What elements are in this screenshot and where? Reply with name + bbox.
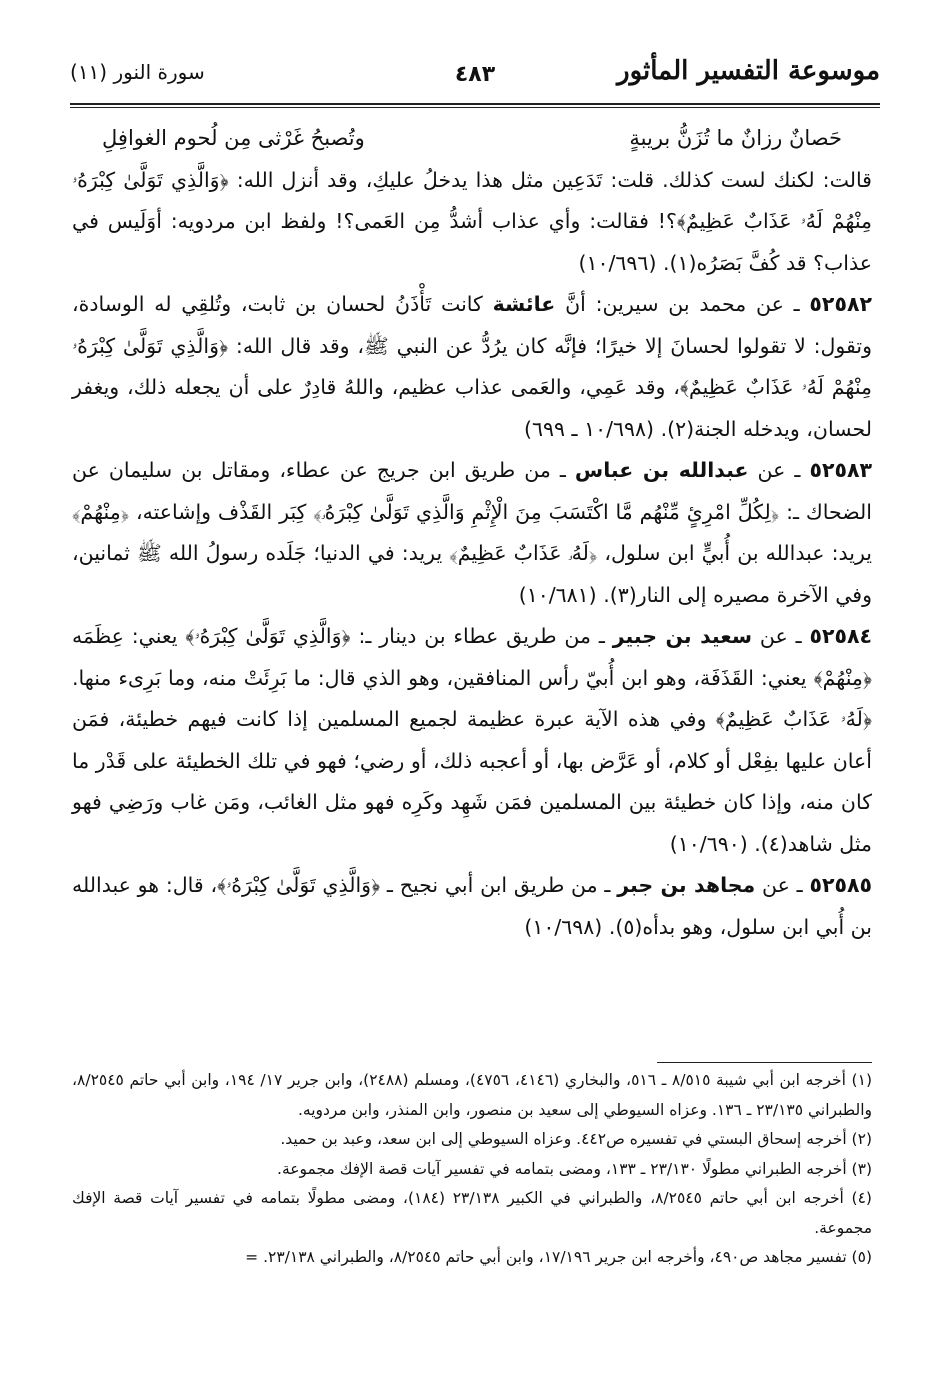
header-rule-thin bbox=[70, 107, 880, 108]
narrator-name: عبدالله بن عباس bbox=[574, 458, 749, 482]
verse-hemistich-2: وتُصبحُ غَرْثى مِن لُحوم الغوافِلِ bbox=[102, 126, 365, 150]
entry-reference: (١٠/٦٩٨ ـ ٦٩٩) bbox=[523, 416, 655, 441]
footnotes bbox=[72, 1066, 872, 1273]
entry-number: ٥٢٥٨٥ bbox=[809, 873, 872, 897]
page-header bbox=[70, 56, 880, 100]
narrator-name: سعيد بن جبير bbox=[612, 624, 753, 648]
footnote: (٤) أخرجه ابن أبي حاتم ٨/٢٥٤٥، والطبراني في الكبير ٢٣/١٣٨ (١٨٤)، ومضى مطولًا بتمامه في تفسير آيات قصة الإفك مجموعة. bbox=[72, 1189, 872, 1237]
poetry-verse bbox=[72, 118, 872, 160]
entry-reference: (١٠/٦٩٦) bbox=[578, 250, 657, 275]
entry-lead: ـ عن محمد بن سيرين: أنَّ bbox=[565, 292, 800, 316]
entry-number: ٥٢٥٨٣ bbox=[809, 458, 873, 482]
footnote: (٢) أخرجه إسحاق البستي في تفسيره ص٤٤٢. وعزاه السيوطي إلى ابن سعد، وعبد بن حميد. bbox=[280, 1130, 872, 1148]
entry-text: كانت تَأْذَنُ لحسان بن ثابت، وتُلقِي له الوسادة، وتقول: لا تقولوا لحسانَ إلا خيرًا؛ فإنَّه كان يرُدُّ عن النبي ﷺ، وقد قال الله: ﴿وَالَّذِي تَوَلَّىٰ كِبْرَهُۥ مِنْهُمْ لَهُۥ عَذَابٌ عَظِيمٌ﴾، وقد عَمِي، والعَمى عذاب عظيم، واللهُ قادِرٌ على أن يجعله ذلك، ويغفر لحسان، ويدخله الجنة(٢). bbox=[72, 292, 872, 441]
page-number: ٤٨٣ bbox=[454, 62, 496, 87]
entry-paragraph bbox=[72, 865, 872, 948]
entry-text: ـ من طريق عطاء بن دينار ـ: ﴿وَالَّذِي تَوَلَّىٰ كِبْرَهُۥ﴾ يعني: عِظَمَه ﴿مِنْهُمْ﴾ يعني: القَذَفَة، وهو ابن أُبيّ رأس المنافقين، وهو الذي قال: ما بَرِئَتْ منه، وما بَرِىء منها. ﴿لَهُۥ عَذَابٌ عَظِيمٌ﴾ وفي هذه الآية عبرة عظيمة لجميع المسلمين إذا كانت فيهم خطيئة، فمَن أعان عليها بفِعْل أو كلام، أو عَرَّض بها، أو أعجبه ذلك، أو رضي؛ فهو في تلك الخطيئة على قَدْر ما كان منه، وإذا كان خطيئة بين المسلمين فمَن شَهِد وكَرِه فهو مثل الغائب، ومَن غاب ورَضِي فهو مثل شاهد(٤). bbox=[72, 624, 872, 856]
entry-paragraph bbox=[72, 160, 872, 285]
entry-number: ٥٢٥٨٤ bbox=[809, 624, 873, 648]
main-text bbox=[72, 118, 872, 948]
header-rule bbox=[70, 103, 880, 105]
entry-text: ـ من طريق ابن أبي نجيح ـ ﴿وَالَّذِي تَوَلَّىٰ كِبْرَهُۥ﴾، قال: هو عبدالله بن أُبي ابن سلول، وهو بدأه(٥). bbox=[72, 873, 872, 939]
footnote: (١) أخرجه ابن أبي شيبة ٨/٥١٥ ـ ٥١٦، والبخاري (٤١٤٦، ٤٧٥٦)، ومسلم (٢٤٨٨)، وابن جرير ١٧/ ١٩٤، وابن أبي حاتم ٨/٢٥٤٥، والطبراني ٢٣/١٣٥ ـ ١٣٦. وعزاه السيوطي إلى سعيد بن منصور، وابن المنذر، وابن مردويه. bbox=[72, 1071, 872, 1119]
entry-lead: ـ عن bbox=[757, 458, 801, 482]
entry-lead: ـ عن bbox=[759, 624, 802, 648]
verse-hemistich-1: حَصانٌ رزانٌ ما تُزَنُّ بريبةٍ bbox=[629, 126, 842, 150]
narrator-name: عائشة bbox=[492, 292, 556, 316]
entry-reference: (١٠/٦٩٨) bbox=[524, 914, 603, 939]
footnote: (٣) أخرجه الطبراني مطولًا ٢٣/١٣٠ ـ ١٣٣، ومضى بتمامه في تفسير آيات قصة الإفك مجموعة. bbox=[277, 1159, 872, 1178]
entry-paragraph bbox=[72, 450, 872, 616]
surah-label: سورة النور (١١) bbox=[70, 60, 205, 84]
entry-paragraph bbox=[72, 284, 872, 450]
narrator-name: مجاهد بن جبر bbox=[617, 873, 756, 897]
entry-text: قالت: لكنك لست كذلك. قلت: تَدَعِين مثل هذا يدخلُ عليكِ، وقد أنزل الله: ﴿وَالَّذِي تَوَلَّىٰ كِبْرَهُۥ مِنْهُمْ لَهُۥ عَذَابٌ عَظِيمٌ﴾؟! فقالت: وأي عذاب أشدُّ مِن العَمى؟! ولفظ ابن مردويه: أوَلَيس في عذاب؟ قد كُفَّ بَصَرُه(١). bbox=[72, 167, 872, 275]
entry-text: ـ من طريق ابن جريج عن عطاء، ومقاتل بن سليمان عن الضحاك ـ: ﴿لِكُلِّ امْرِئٍ مِّنْهُم مَّا اكْتَسَبَ مِنَ الْإِثْمِ وَالَّذِي تَوَلَّىٰ كِبْرَهُۥ﴾ كِبَر القَذْف وإشاعته، ﴿مِنْهُمْ﴾ يريد: عبدالله بن أُبيٍّ ابن سلول، ﴿لَهُۥ عَذَابٌ عَظِيمٌ﴾ يريد: في الدنيا؛ جَلَده رسولُ الله ﷺ ثمانين، وفي الآخرة مصيره إلى النار(٣). bbox=[72, 458, 872, 607]
footnote-separator bbox=[657, 1062, 872, 1063]
entry-reference: (١٠/٦٩٠) bbox=[669, 831, 748, 856]
entry-number: ٥٢٥٨٢ bbox=[809, 292, 872, 316]
entry-paragraph bbox=[72, 616, 872, 865]
entry-reference: (١٠/٦٨١) bbox=[518, 582, 597, 607]
entry-lead: ـ عن bbox=[762, 873, 803, 897]
book-title: موسوعة التفسير المأثور bbox=[617, 56, 880, 86]
footnote: (٥) تفسير مجاهد ص٤٩٠، وأخرجه ابن جرير ١٧/١٩٦، وابن أبي حاتم ٨/٢٥٤٥، والطبراني ٢٣/١٣٨. = bbox=[245, 1248, 872, 1266]
